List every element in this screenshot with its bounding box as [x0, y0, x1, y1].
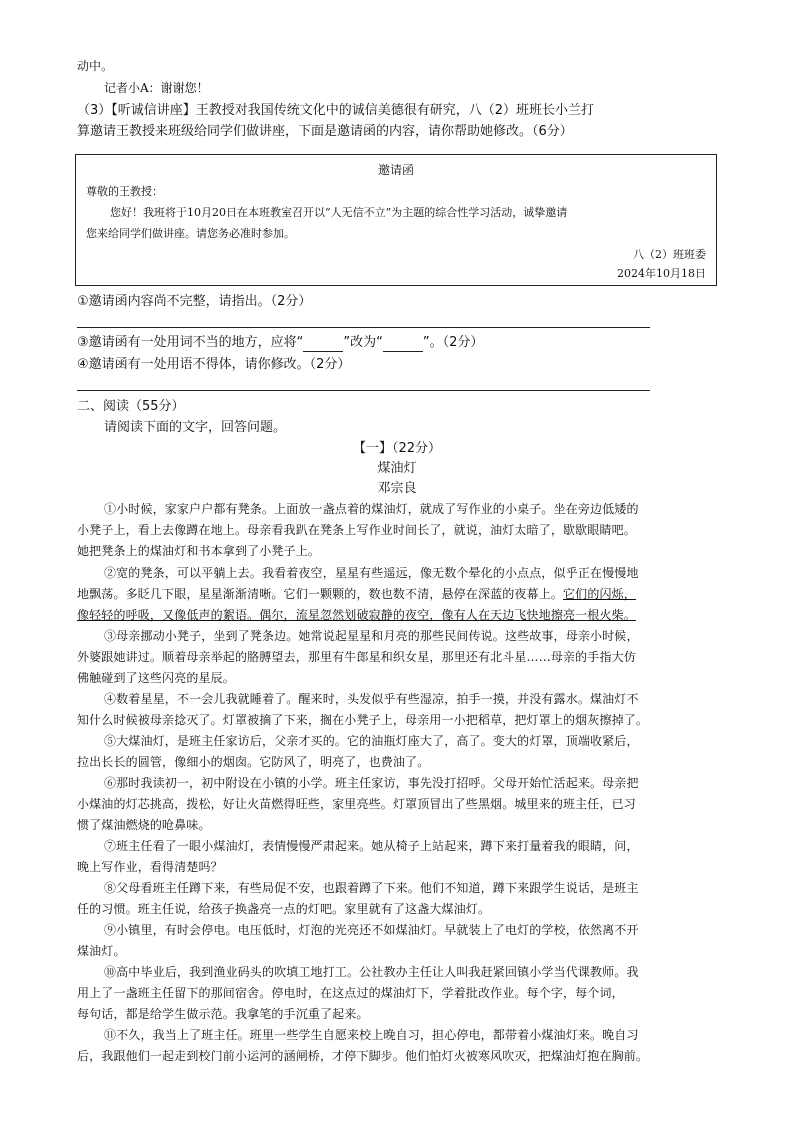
blank-original-word[interactable] [303, 334, 343, 352]
sub-question-2-part-c: ”。（2分） [422, 335, 484, 350]
paragraph-10-line-2: 用上了一盏班主任留下的那间宿舍。停电时，在这点过的煤油灯下，学着批改作业。每个字，每个词， [77, 986, 624, 1000]
letter-greeting: 尊敬的王教授： [86, 185, 163, 198]
question-3-prompt: （3）【听诚信讲座】王教授对我国传统文化中的诚信美德很有研究，八（2）班班长小兰打 [77, 103, 595, 118]
paragraph-1-line-3: 她把凳条上的煤油灯和书本拿到了小凳子上。 [77, 544, 321, 558]
article-author: 邓宗良 [377, 481, 417, 496]
sub-question-1: ①邀请函内容尚不完整，请指出。（2分） [77, 294, 312, 309]
letter-date: 2024年10月18日 [617, 267, 706, 280]
paragraph-4-line-2: 知什么时候被母亲捻灭了。灯罩被摘了下来，搁在小凳子上，母亲用一小把稻草，把灯罩上的烟灰擦掉了。 [77, 713, 649, 727]
section-heading: 二、阅读（55分） [77, 399, 185, 414]
paragraph-9-line-2: 煤油灯。 [77, 944, 126, 958]
paragraph-7-line-1: ⑦班主任看了一眼小煤油灯，表情慢慢严肃起来。她从椅子上站起来，蹲下来打量着我的眼睛，问， [104, 839, 639, 853]
paragraph-9-line-1: ⑨小镇里，有时会停电。电压低时，灯泡的光亮还不如煤油灯。早就装上了电灯的学校，依然离不开 [104, 923, 639, 937]
paragraph-10-line-3: 每句话，都是给学生做示范。我拿笔的手沉重了起来。 [77, 1007, 369, 1021]
answer-line-2[interactable] [77, 390, 650, 391]
paragraph-11-line-1: ⑪不久，我当上了班主任。班里一些学生自愿来校上晚自习，担心停电，都带着小煤油灯来。晚自习 [104, 1028, 639, 1042]
blank-replacement-word[interactable] [383, 334, 423, 352]
article-title: 煤油灯 [377, 461, 417, 476]
paragraph-11-line-2: 后，我跟他们一起走到校门前小运河的涵闸桥，才停下脚步。他们怕灯火被寒风吹灭，把煤油灯抱在胸前。 [77, 1049, 649, 1063]
paragraph-2-line-2 [77, 586, 636, 603]
paragraph-5-line-2: 拉出长长的圆管，像细小的烟囱。它防风了，明亮了，也费油了。 [77, 755, 430, 769]
paragraph-3-line-2: 外婆跟她讲过。顺着母亲举起的胳膊望去，那里有牛郎星和织女星，那里还有北斗星……母亲的手指大仿 [77, 650, 636, 664]
paragraph-6-line-1: ⑥那时我读初一，初中附设在小镇的小学。班主任家访，事先没打招呼。父母开始忙活起来。母亲把 [104, 776, 639, 790]
paragraph-3-line-3: 佛触碰到了这些闪亮的星辰。 [77, 671, 235, 685]
sub-question-2-part-b: ”改为“ [343, 335, 383, 350]
letter-sender: 八（2）班班委 [633, 248, 706, 261]
reading-instruction: 请阅读下面的文字，回答问题。 [104, 420, 287, 435]
invitation-letter-box [75, 154, 717, 286]
paragraph-5-line-1: ⑤大煤油灯，是班主任家访后，父亲才买的。它的油瓶灯座大了，高了。变大的灯罩，顶端收紧后， [104, 734, 639, 748]
paragraph-1-line-1: ①小时候，家家户户都有凳条。上面放一盏点着的煤油灯，就成了写作业的小桌子。坐在旁边低矮的 [104, 502, 639, 516]
sub-question-2 [77, 334, 483, 352]
dialogue-line: 记者小A：谢谢您！ [104, 81, 209, 95]
paragraph-10-line-1: ⑩高中毕业后，我到渔业码头的吹填工地打工。公社教办主任让人叫我赶紧回镇小学当代课教师。我 [104, 965, 639, 979]
paragraph-6-line-3: 惯了煤油燃烧的呛鼻味。 [77, 818, 211, 832]
sub-question-3: ④邀请函有一处用语不得体，请你修改。（2分） [77, 357, 351, 372]
paragraph-3-line-1: ③母亲挪动小凳子，坐到了凳条边。她常说起星星和月亮的那些民间传说。这些故事，母亲小时候， [104, 629, 639, 643]
paragraph-8-line-2: 任的习惯。班主任说，给孩子换盏亮一点的灯吧。家里就有了这盏大煤油灯。 [77, 902, 491, 916]
paragraph-2-text: 地飘荡。多眨几下眼，星星渐渐清晰。它们一颗颗的，数也数不清，悬停在深蓝的夜幕上。 [77, 587, 564, 601]
paragraph-2-line-1: ②宽的凳条，可以平躺上去。我看着夜空，星星有些遥远，像无数个晕化的小点点，似乎正在慢慢地 [104, 566, 639, 580]
paragraph-4-line-1: ④数着星星，不一会儿我就睡着了。醒来时，头发似乎有些湿凉，拍手一摸，并没有露水。煤油灯不 [104, 692, 639, 706]
letter-body-line: 您好！我班将于10月20日在本班教室召开以“人无信不立”为主题的综合性学习活动，诚挚邀请 [110, 206, 568, 219]
paragraph-6-line-2: 小煤油的灯芯挑高，拨松，好让火苗燃得旺些，家里亮些。灯罩顶冒出了些黑烟。城里来的班主任，已习 [77, 797, 636, 811]
underlined-sentence-start: 它们的闪烁， [563, 587, 636, 601]
answer-line-1[interactable] [77, 327, 650, 328]
continued-text: 动中。 [77, 59, 114, 73]
paragraph-7-line-2: 晚上写作业，看得清楚吗？ [77, 860, 223, 874]
question-3-prompt-continued: 算邀请王教授来班级给同学们做讲座，下面是邀请函的内容，请你帮助她修改。（6分） [77, 124, 573, 139]
paragraph-8-line-1: ⑧父母看班主任蹲下来，有些局促不安，也跟着蹲了下来。他们不知道，蹲下来跟学生说话，是班主 [104, 881, 639, 895]
underlined-sentence: 像轻轻的呼吸，又像低声的絮语。偶尔，流星忽然划破寂静的夜空，像有人在天边飞快地擦亮一根火柴。 [77, 608, 636, 622]
letter-title: 邀请函 [377, 163, 414, 177]
paragraph-1-line-2: 小凳子上，看上去像蹲在地上。母亲看我趴在凳条上写作业时间长了，就说，油灯太暗了，歇歇眼睛吧。 [77, 523, 636, 537]
sub-question-2-part-a: ③邀请函有一处用词不当的地方，应将“ [77, 335, 304, 350]
part-label: 【一】（22分） [352, 441, 442, 456]
letter-body-line: 您来给同学们做讲座。请您务必准时参加。 [86, 227, 295, 240]
